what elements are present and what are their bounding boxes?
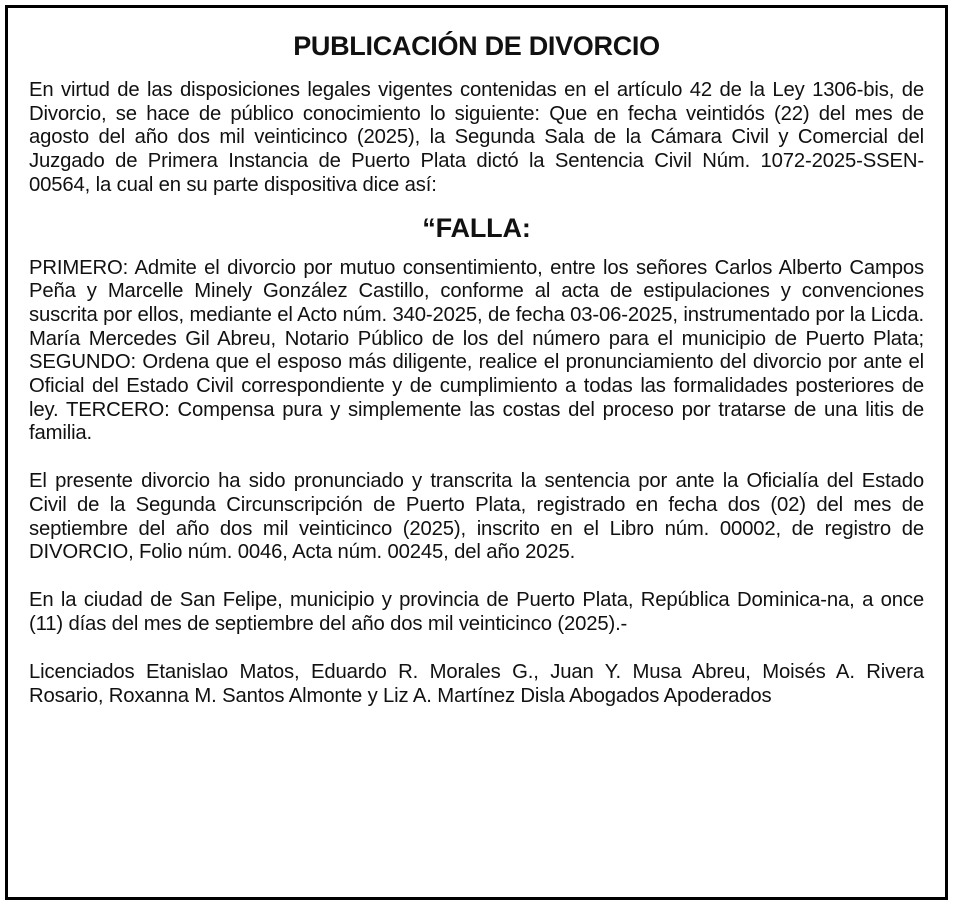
falla-heading: “FALLA: [422, 212, 531, 243]
signatories-paragraph: Licenciados Etanislao Matos, Eduardo R. Morales G., Juan Y. Musa Abreu, Moisés A. Rivera Rosario, Roxanna M. Santos Almonte y Liz A. Martínez Disla Abogados Apoderados [29, 661, 924, 708]
falla-paragraph: PRIMERO: Admite el divorcio por mutuo consentimiento, entre los señores Carlos Alberto Campos Peña y Marcelle Minely González Castillo, conforme al acta de estipulaciones y convenciones suscrita por ellos, mediante el Acto núm. 340-2025, de fecha 03-06-2025, instrumentado por la Licda. María Mercedes Gil Abreu, Notario Público de los del número para el municipio de Puerto Plata; SEGUNDO: Ordena que el esposo más diligente, realice el pronunciamiento del divorcio por ante el Oficial del Estado Civil correspondiente y de cumplimiento a todas las formalidades posteriores de ley. TERCERO: Compensa pura y simplemente las costas del proceso por tratarse de una litis de familia. [29, 256, 924, 445]
notice-content [29, 28, 924, 709]
notice-title: PUBLICACIÓN DE DIVORCIO [293, 31, 660, 61]
place-date-paragraph: En la ciudad de San Felipe, municipio y provincia de Puerto Plata, República Dominica-na, a once (11) días del mes de septiembre del año dos mil veinticinco (2025).- [29, 588, 924, 635]
notice-frame [5, 5, 948, 900]
registration-paragraph: El presente divorcio ha sido pronunciado y transcrita la sentencia por ante la Oficialía del Estado Civil de la Segunda Circunscripción de Puerto Plata, registrado en fecha dos (02) del mes de septiembre del año dos mil veinticinco (2025), inscrito en el Libro núm. 00002, de registro de DIVORCIO, Folio núm. 0046, Acta núm. 00245, del año 2025. [29, 470, 924, 564]
intro-paragraph: En virtud de las disposiciones legales vigentes contenidas en el artículo 42 de la Ley 1306-bis, de Divorcio, se hace de público conocimiento lo siguiente: Que en fecha veintidós (22) del mes de agosto del año dos mil veinticinco (2025), la Segunda Sala de la Cámara Civil y Comercial del Juzgado de Primera Instancia de Puerto Plata dictó la Sentencia Civil Núm. 1072-2025-SSEN-00564, la cual en su parte dispositiva dice así: [29, 79, 924, 196]
